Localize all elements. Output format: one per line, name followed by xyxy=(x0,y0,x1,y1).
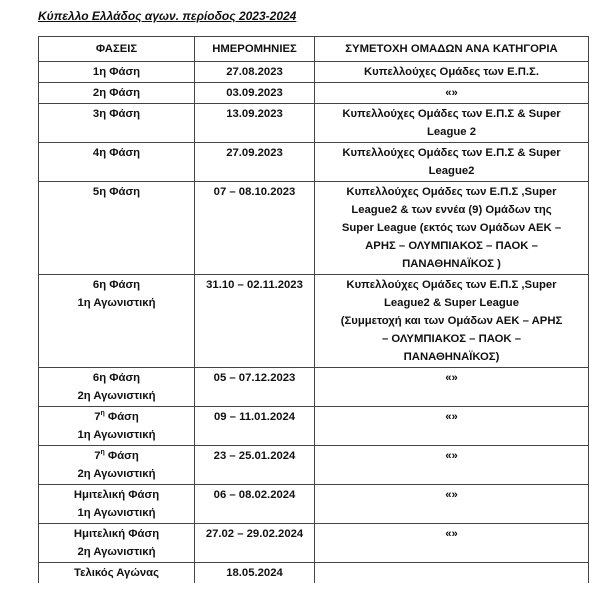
phase-label: 4η Φάση xyxy=(92,147,141,159)
participation-line: «» xyxy=(445,87,458,99)
table-row xyxy=(39,275,589,368)
participation-line: Κυπελλούχες Ομάδες των Ε.Π.Σ & Super xyxy=(342,147,561,159)
dates-cell: 05 – 07.12.2023 xyxy=(195,368,315,407)
matchday-label: 1η Αγωνιστική xyxy=(77,429,156,441)
dates-cell: 07 – 08.10.2023 xyxy=(195,182,315,275)
table-row xyxy=(39,62,589,83)
table-row xyxy=(39,485,589,524)
table-row xyxy=(39,368,589,407)
table-row xyxy=(39,83,589,104)
participation-line: Κυπελλούχες Ομάδες των Ε.Π.Σ ,Super xyxy=(346,186,557,198)
participation-line: League2 & των εννέα (9) Ομάδων της xyxy=(351,204,552,216)
participation-line: ΠΑΝΑΘΗΝΑΪΚΟΣ) xyxy=(403,351,500,363)
column-header-phases: ΦΑΣΕΙΣ xyxy=(39,37,195,62)
table-row xyxy=(39,104,589,143)
participation-line: «» xyxy=(445,489,458,501)
participation-line: ΠΑΝΑΘΗΝΑΪΚΟΣ ) xyxy=(402,258,501,270)
participation-line: League 2 xyxy=(427,126,476,138)
participation-line: «» xyxy=(445,372,458,384)
participation-cell xyxy=(315,275,589,368)
phase-label: Τελικός Αγώνας xyxy=(74,567,159,579)
phase-cell xyxy=(39,563,195,584)
phase-cell xyxy=(39,83,195,104)
participation-cell xyxy=(315,143,589,182)
participation-cell xyxy=(315,62,589,83)
table-row xyxy=(39,182,589,275)
participation-line: Super League (εκτός των Ομάδων ΑΕΚ – xyxy=(341,222,562,234)
table-row xyxy=(39,143,589,182)
dates-cell: 27.08.2023 xyxy=(195,62,315,83)
participation-cell xyxy=(315,485,589,524)
participation-line: Κυπελλούχες Ομάδες των Ε.Π.Σ. xyxy=(364,66,539,78)
participation-cell xyxy=(315,446,589,485)
participation-cell xyxy=(315,524,589,563)
phase-label xyxy=(43,408,190,426)
participation-line: – ΟΛΥΜΠΙΑΚΟΣ – ΠΑΟΚ – xyxy=(382,333,521,345)
dates-cell: 06 – 08.02.2024 xyxy=(195,485,315,524)
matchday-label: 2η Αγωνιστική xyxy=(77,546,156,558)
phase-cell xyxy=(39,368,195,407)
matchday-label: 1η Αγωνιστική xyxy=(77,507,156,519)
phase-cell xyxy=(39,485,195,524)
phase-cell xyxy=(39,446,195,485)
dates-cell: 09 – 11.01.2024 xyxy=(195,407,315,446)
matchday-label: 1η Αγωνιστική xyxy=(77,297,156,309)
participation-cell xyxy=(315,104,589,143)
table-row xyxy=(39,446,589,485)
phase-label: 1η Φάση xyxy=(92,66,141,78)
table-row xyxy=(39,407,589,446)
phase-label: 6η Φάση xyxy=(92,372,141,384)
schedule-table xyxy=(38,36,589,583)
phase-cell xyxy=(39,275,195,368)
participation-line: Κυπελλούχες Ομάδες των Ε.Π.Σ ,Super xyxy=(346,279,557,291)
phase-number: 7 xyxy=(94,411,101,423)
table-row xyxy=(39,563,589,584)
phase-label: 5η Φάση xyxy=(92,186,141,198)
matchday-label: 2η Αγωνιστική xyxy=(77,390,156,402)
dates-cell: 13.09.2023 xyxy=(195,104,315,143)
participation-cell xyxy=(315,407,589,446)
participation-line: «» xyxy=(445,450,458,462)
participation-line: Κυπελλούχες Ομάδες των Ε.Π.Σ & Super xyxy=(342,108,561,120)
phase-label: Ημιτελική Φάση xyxy=(73,489,160,501)
table-body xyxy=(39,62,589,584)
dates-cell: 23 – 25.01.2024 xyxy=(195,446,315,485)
phase-word: Φάση xyxy=(104,450,139,462)
phase-cell xyxy=(39,104,195,143)
phase-cell xyxy=(39,407,195,446)
dates-cell: 18.05.2024 xyxy=(195,563,315,584)
dates-cell: 03.09.2023 xyxy=(195,83,315,104)
phase-label: 2η Φάση xyxy=(92,87,141,99)
dates-cell: 31.10 – 02.11.2023 xyxy=(195,275,315,368)
phase-superscript: η xyxy=(100,410,105,418)
participation-line: «» xyxy=(445,411,458,423)
participation-line: League2 xyxy=(428,165,475,177)
phase-cell xyxy=(39,62,195,83)
participation-cell xyxy=(315,368,589,407)
phase-label: Ημιτελική Φάση xyxy=(73,528,160,540)
phase-word: Φάση xyxy=(104,411,139,423)
table-row xyxy=(39,524,589,563)
participation-line: «» xyxy=(445,528,458,540)
matchday-label: 2η Αγωνιστική xyxy=(77,468,156,480)
participation-cell xyxy=(315,563,589,584)
phase-label: 6η Φάση xyxy=(92,279,141,291)
dates-cell: 27.09.2023 xyxy=(195,143,315,182)
table-header-row xyxy=(39,37,589,62)
participation-line: ΑΡΗΣ – ΟΛΥΜΠΙΑΚΟΣ – ΠΑΟΚ – xyxy=(365,240,538,252)
phase-cell xyxy=(39,182,195,275)
participation-line: (Συμμετοχή και των Ομάδων ΑΕΚ – ΑΡΗΣ xyxy=(340,315,563,327)
dates-cell: 27.02 – 29.02.2024 xyxy=(195,524,315,563)
phase-cell xyxy=(39,524,195,563)
phase-superscript: η xyxy=(100,449,105,457)
phase-label xyxy=(43,447,190,465)
participation-line: League2 & Super League xyxy=(384,297,519,309)
participation-cell xyxy=(315,182,589,275)
column-header-participation: ΣΥΜΕΤΟΧΗ ΟΜΑΔΩΝ ΑΝΑ ΚΑΤΗΓΟΡΙΑ xyxy=(315,37,589,62)
participation-cell xyxy=(315,83,589,104)
column-header-dates: ΗΜΕΡΟΜΗΝΙΕΣ xyxy=(195,37,315,62)
phase-number: 7 xyxy=(94,450,101,462)
phase-cell xyxy=(39,143,195,182)
phase-label: 3η Φάση xyxy=(92,108,141,120)
document-title: Κύπελλο Ελλάδος αγων. περίοδος 2023-2024 xyxy=(38,9,297,23)
